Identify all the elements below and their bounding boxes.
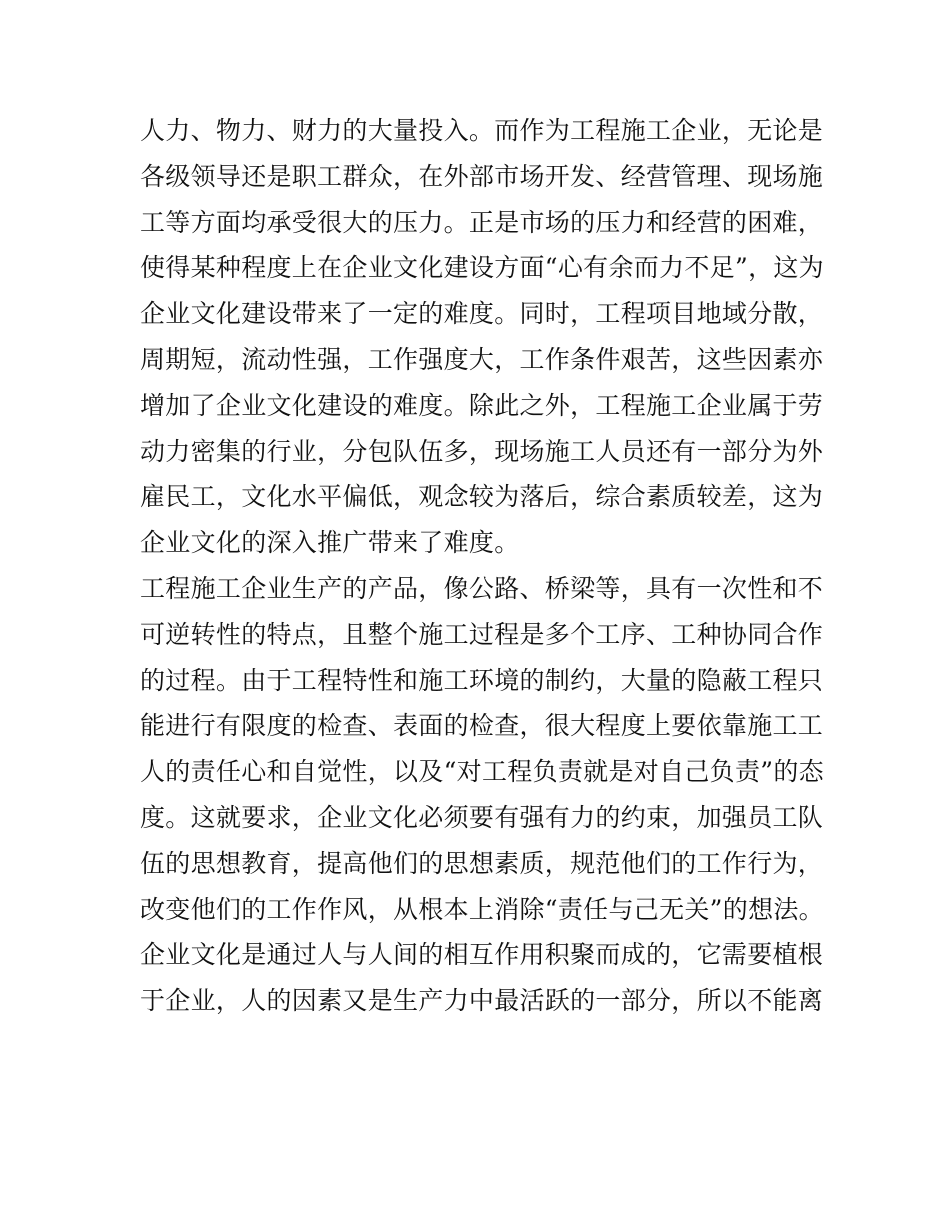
text-line: 工等方面均承受很大的压力。正是市场的压力和经营的困难， — [140, 207, 824, 237]
text-line: 工程施工企业生产的产品，像公路、桥梁等，具有一次性和不 — [140, 573, 824, 603]
text-line: 雇民工，文化水平偏低，观念较为落后，综合素质较差，这为 — [140, 482, 824, 512]
text-line: 人的责任心和自觉性，以及“对工程负责就是对自己负责”的态 — [140, 757, 824, 787]
text-line: 可逆转性的特点，且整个施工过程是多个工序、工种协同合作 — [140, 619, 824, 649]
text-line: 于企业，人的因素又是生产力中最活跃的一部分，所以不能离 — [140, 986, 824, 1016]
text-line: 动力密集的行业，分包队伍多，现场施工人员还有一部分为外 — [140, 436, 824, 466]
text-line: 人力、物力、财力的大量投入。而作为工程施工企业，无论是 — [140, 116, 824, 145]
text-line: 度。这就要求，企业文化必须要有强有力的约束，加强员工队 — [140, 802, 824, 832]
text-line: 企业文化的深入推广带来了难度。 — [140, 528, 520, 558]
text-line: 周期短，流动性强，工作强度大，工作条件艰苦，这些因素亦 — [140, 344, 824, 374]
text-line: 各级领导还是职工群众，在外部市场开发、经营管理、现场施 — [140, 161, 824, 191]
text-line: 企业文化是通过人与人间的相互作用积聚而成的，它需要植根 — [140, 940, 824, 970]
text-line: 改变他们的工作作风，从根本上消除“责任与己无关”的想法。 — [140, 894, 824, 924]
text-line: 的过程。由于工程特性和施工环境的制约，大量的隐蔽工程只 — [140, 665, 824, 695]
text-line: 使得某种程度上在企业文化建设方面“心有余而力不足”，这为 — [140, 253, 824, 283]
text-line: 企业文化建设带来了一定的难度。同时，工程项目地域分散， — [140, 299, 824, 329]
text-line: 能进行有限度的检查、表面的检查，很大程度上要依靠施工工 — [140, 711, 824, 741]
text-line: 增加了企业文化建设的难度。除此之外，工程施工企业属于劳 — [140, 390, 824, 420]
text-line: 伍的思想教育，提高他们的思想素质，规范他们的工作行为， — [140, 848, 824, 878]
document-body — [140, 108, 824, 1024]
